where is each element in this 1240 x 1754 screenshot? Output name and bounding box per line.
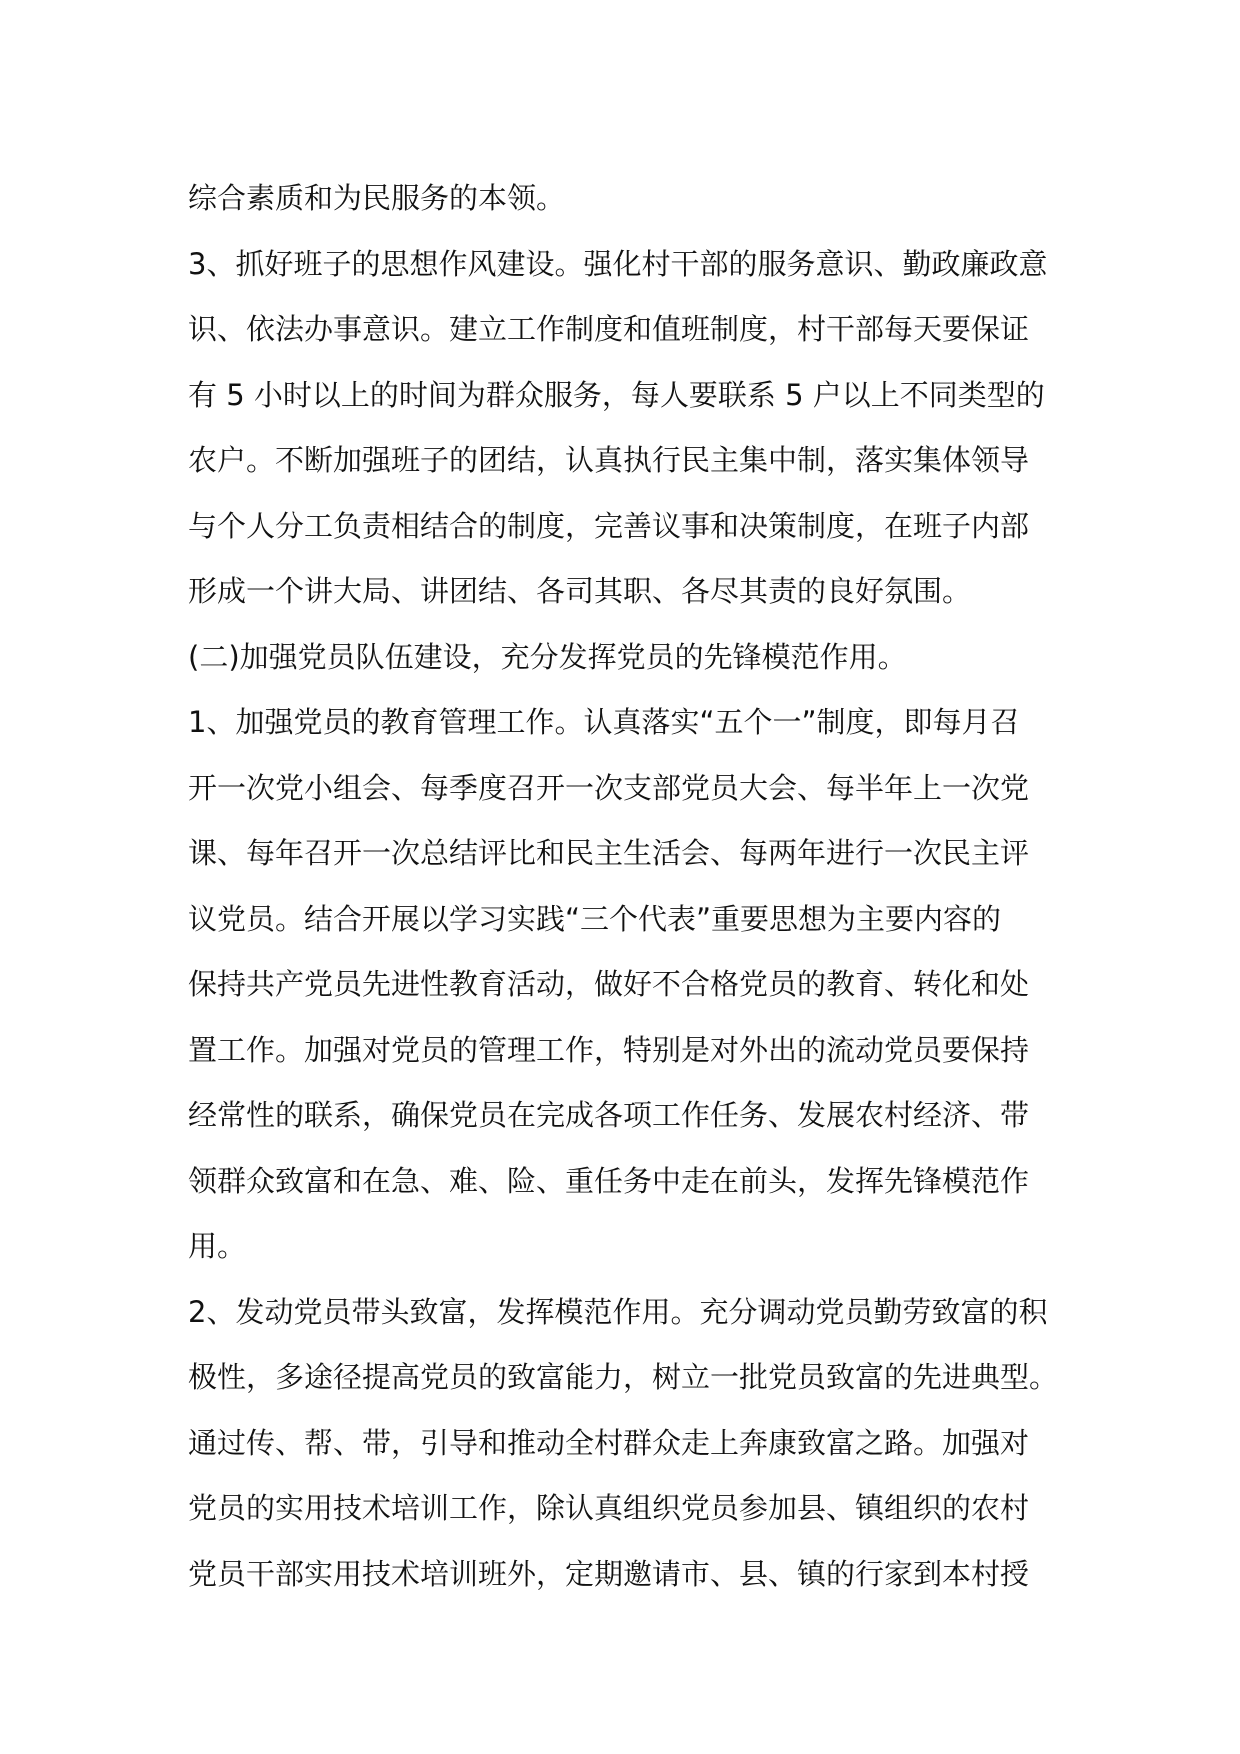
section-heading: (二)加强党员队伍建设，充分发挥党员的先锋模范作用。 [188,639,907,674]
text-line: 1、加强党员的教育管理工作。认真落实“五个一”制度，即每月召 [188,705,1020,739]
text-line: 保持共产党员先进性教育活动，做好不合格党员的教育、转化和处 [188,967,1030,1001]
text-line: 课、每年召开一次总结评比和民主生活会、每两年进行一次民主评 [188,836,1030,870]
text-line: 有 5 小时以上的时间为群众服务，每人要联系 5 户以上不同类型的 [188,377,1045,412]
body-text [188,166,1068,1607]
text-line: 极性，多途径提高党员的致富能力，树立一批党员致富的先进典型。 [188,1360,1059,1394]
text-line: 议党员。结合开展以学习实践“三个代表”重要思想为主要内容的 [188,901,1002,936]
text-line: 识、依法办事意识。建立工作制度和值班制度，村干部每天要保证 [188,312,1030,346]
text-line: 3、抓好班子的思想作风建设。强化村干部的服务意识、勤政廉政意 [188,246,1048,281]
text-line: 领群众致富和在急、难、险、重任务中走在前头，发挥先锋模范作 [188,1163,1030,1198]
text-line: 综合素质和为民服务的本领。 [188,181,566,215]
text-line: 农户。不断加强班子的团结，认真执行民主集中制，落实集体领导 [188,443,1030,477]
text-line: 经常性的联系，确保党员在完成各项工作任务、发展农村经济、带 [188,1098,1030,1132]
text-line: 用。 [188,1229,247,1263]
text-line: 与个人分工负责相结合的制度，完善议事和决策制度，在班子内部 [188,508,1030,543]
text-line: 置工作。加强对党员的管理工作，特别是对外出的流动党员要保持 [188,1032,1030,1067]
text-line: 通过传、帮、带，引导和推动全村群众走上奔康致富之路。加强对 [188,1425,1030,1460]
text-line: 党员干部实用技术培训班外，定期邀请市、县、镇的行家到本村授 [188,1556,1030,1591]
text-line: 开一次党小组会、每季度召开一次支部党员大会、每半年上一次党 [188,770,1030,805]
text-line: 形成一个讲大局、讲团结、各司其职、各尽其责的良好氛围。 [188,574,972,608]
text-line: 党员的实用技术培训工作，除认真组织党员参加县、镇组织的农村 [188,1491,1030,1525]
text-line: 2、发动党员带头致富，发挥模范作用。充分调动党员勤劳致富的积 [188,1294,1048,1329]
